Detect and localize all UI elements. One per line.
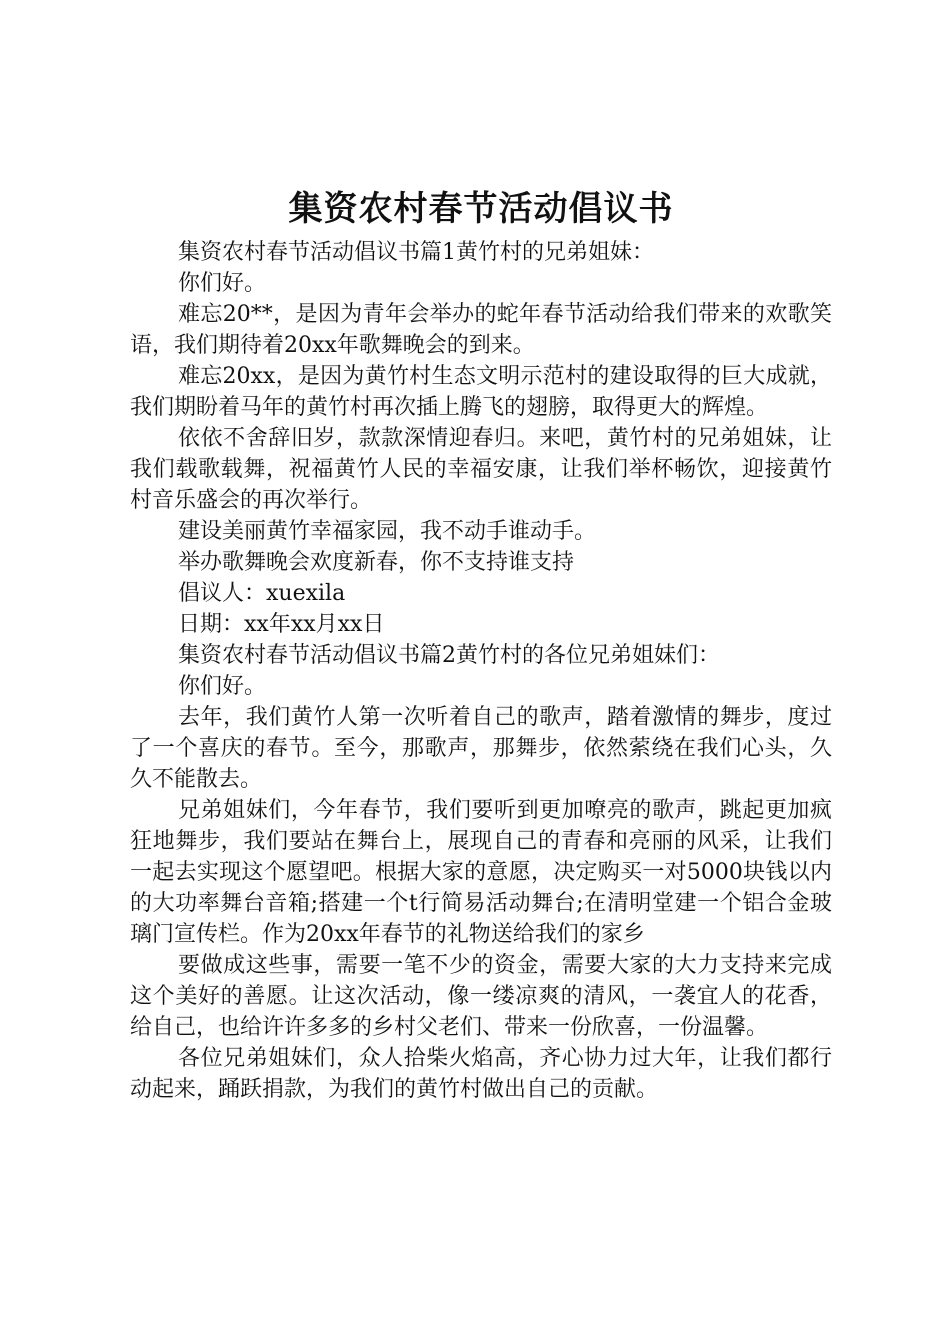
document-page (130, 183, 832, 1105)
paragraph-13: 兄弟姐妹们，今年春节，我们要听到更加嘹亮的歌声，跳起更加疯狂地舞步，我们要站在舞台上，展现自己的青春和亮丽的风采，让我们一起去实现这个愿望吧。根据大家的意愿，决定购买一对5000块钱以内的大功率舞台音箱;搭建一个t行简易活动舞台;在清明堂建一个铝合金玻璃门宣传栏。作为20xx年春节的礼物送给我们的家乡 (130, 798, 832, 947)
paragraph-3: 难忘20**，是因为青年会举办的蛇年春节活动给我们带来的欢歌笑语，我们期待着20xx年歌舞晚会的到来。 (130, 302, 832, 358)
paragraph-9: 日期：xx年xx月xx日 (178, 612, 385, 637)
paragraph-8: 倡议人：xuexila (178, 581, 346, 606)
paragraph-6: 建设美丽黄竹幸福家园，我不动手谁动手。 (178, 519, 597, 544)
paragraph-4: 难忘20xx，是因为黄竹村生态文明示范村的建设取得的巨大成就，我们期盼着马年的黄竹村再次插上腾飞的翅膀，取得更大的辉煌。 (130, 364, 832, 420)
paragraph-2: 你们好。 (178, 271, 267, 296)
paragraph-12: 去年，我们黄竹人第一次听着自己的歌声，踏着激情的舞步，度过了一个喜庆的春节。至今，那歌声，那舞步，依然萦绕在我们心头，久久不能散去。 (130, 705, 832, 792)
paragraph-10: 集资农村春节活动倡议书篇2黄竹村的各位兄弟姐妹们： (178, 643, 720, 668)
paragraph-11: 你们好。 (178, 674, 267, 699)
document-title: 集资农村春节活动倡议书 (288, 189, 674, 229)
paragraph-15: 各位兄弟姐妹们，众人拾柴火焰高，齐心协力过大年，让我们都行动起来，踊跃捐款，为我们的黄竹村做出自己的贡献。 (130, 1046, 832, 1102)
paragraph-7: 举办歌舞晚会欢度新春，你不支持谁支持 (178, 550, 575, 575)
paragraph-14: 要做成这些事，需要一笔不少的资金，需要大家的大力支持来完成这个美好的善愿。让这次活动，像一缕凉爽的清风，一袭宜人的花香，给自己，也给许许多多的乡村父老们、带来一份欣喜，一份温馨。 (130, 953, 832, 1040)
paragraph-5: 依依不舍辞旧岁，款款深情迎春归。来吧，黄竹村的兄弟姐妹，让我们载歌载舞，祝福黄竹人民的幸福安康，让我们举杯畅饮，迎接黄竹村音乐盛会的再次举行。 (130, 426, 832, 513)
paragraph-1: 集资农村春节活动倡议书篇1黄竹村的兄弟姐妹： (178, 240, 654, 265)
